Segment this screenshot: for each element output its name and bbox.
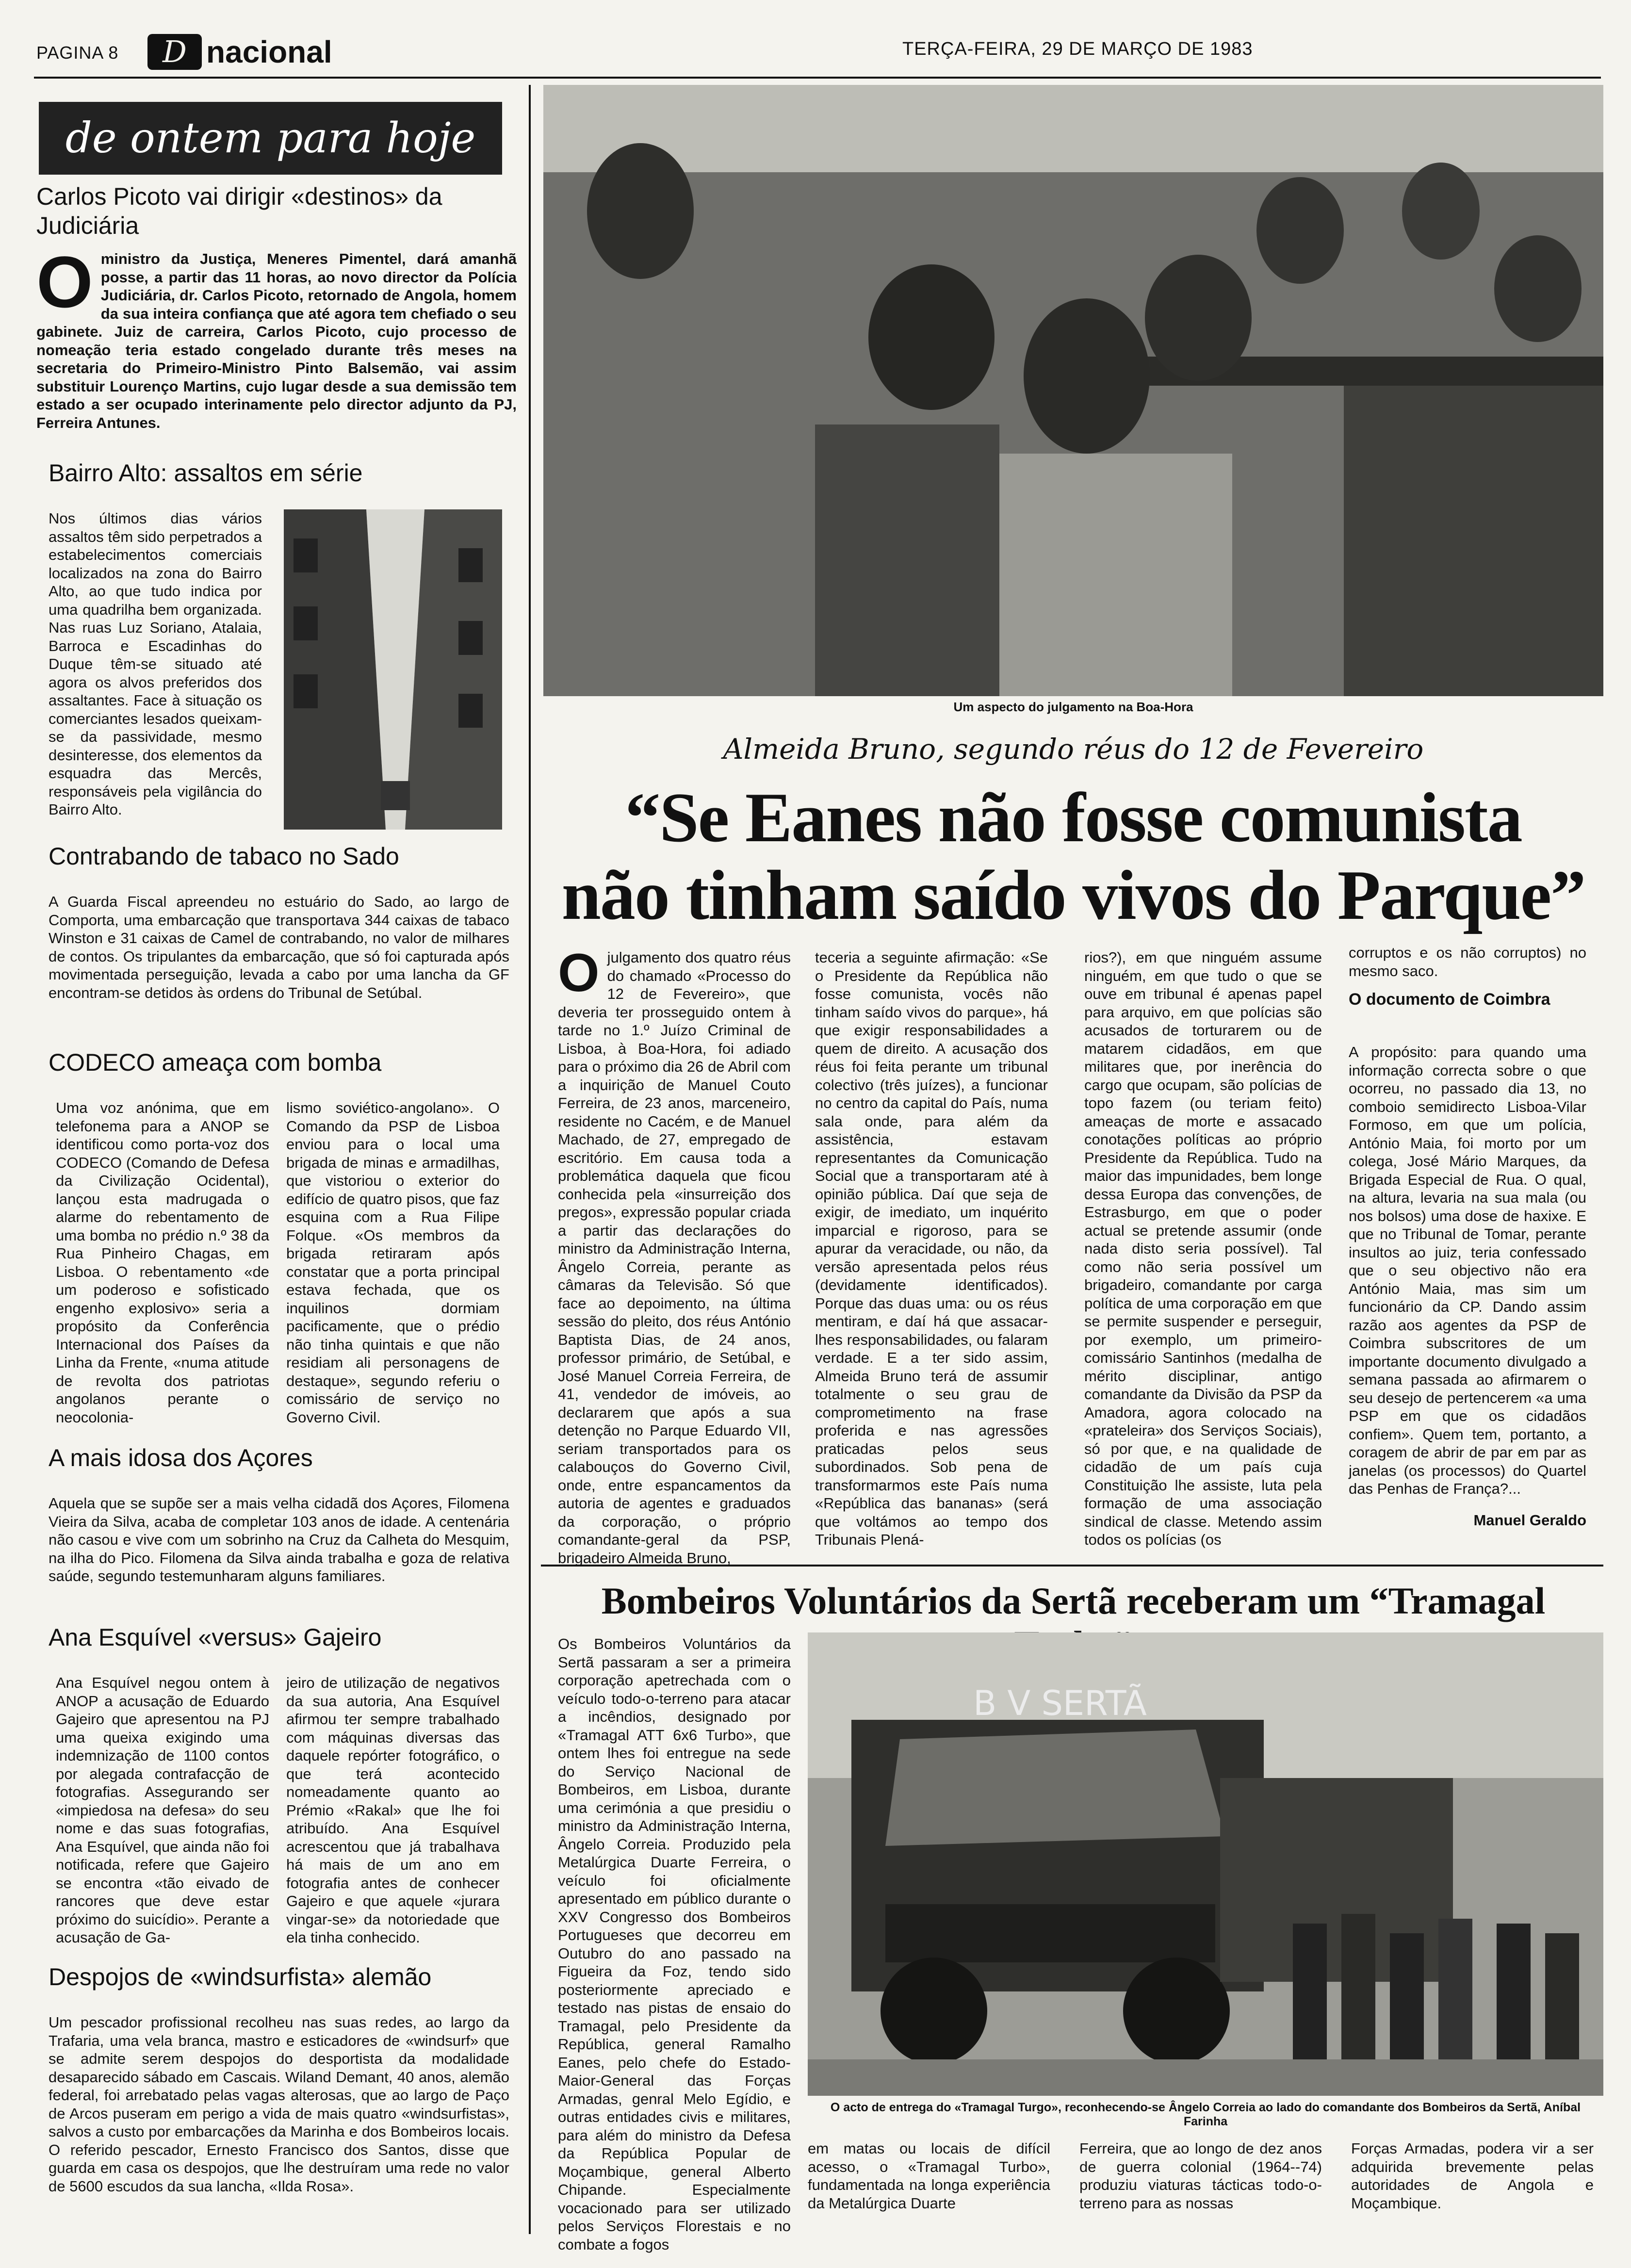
story-kicker: Almeida Bruno, segundo réus do 12 de Fevereiro xyxy=(723,733,1424,766)
item-title-picoto: Carlos Picoto vai dirigir «destinos» da Judiciária xyxy=(36,183,442,239)
main-story-col2: teceria a seguinte afirmação: «Se o Presidente da República não fosse comunista, vocês não tinham saído vivos do parque», há que exigir responsabilidades a quem de direito. A acusação dos réus foi feita perante um tribunal colectivo (três juízes), a funcionar no centro da capital do País, numa sala onde, para além da assistência, estavam representantes da Comunicação Social que a transportaram até à opinião pública. Daí que seja de exigir, de imediato, um inquérito imparcial e rigoroso, para se apurar da veracidade, ou não, da versão apresentada pelos réus (devidamente identificados). Porque das duas uma: ou os réus mentiram, e daí há que assacar-lhes responsabilidades, ou falaram verdade. E a ter sido assim, Almeida Bruno terá de assumir totalmente o seu grau de comprometimento na frase proferida e nas agressões praticadas pelos seus subordinados. Sob pena de transformarmos este País numa «República das bananas» (será que voltámos ao tempo dos Tribunais Plená- xyxy=(815,949,1048,1548)
courtroom-photo xyxy=(543,85,1603,696)
second-story-col4: Forças Armadas, podera vir a ser adquirida brevemente pelas autoridades de Angola e Moçambique. xyxy=(1351,2140,1594,2212)
item-title-codeco: CODECO ameaça com bomba xyxy=(49,1049,382,1076)
item-body-windsurf: Um pescador profissional recolheu nas suas redes, ao largo da Trafaria, uma vela branca, mastro e esticadores de «windsurf» que se admite serem despojos do desportista da modalidade desaparecido sábado em Cascais. Wiland Demant, 40 anos, alemão federal, foi arrebatado pelas vagas alterosas, que ao largo de Paço de Arcos puseram em perigo a vida de mais quatro «windsurfistas», salvos a custo por embarcações da Marinha e dos Bombeiros locais. O referido pescador, Ernesto Francisco dos Santos, disse que guarda em casa os despojos, que lhe destruíram uma rede no valor de 5600 escudos da sua lancha, «Ilda Rosa». xyxy=(49,2014,509,2195)
second-headline: Bombeiros Voluntários da Sertã receberam um “Tramagal xyxy=(601,1580,1546,1622)
page-number: PAGINA 8 xyxy=(36,43,119,63)
item-body-codeco-col1: Uma voz anónima, que em telefonema para a ANOP se identificou como porta-voz dos CODECO (Comando de Defesa da Civilização Ocidental), lançou esta madrugada o alarme do rebentamento de uma bomba no prédio n.º 38 da Rua Pinheiro Chagas, em Lisboa. O rebentamento «de um poderoso e sofisticado engenho explosivo» seria a propósito da Conferência Internacional dos Países da Linha da Frente, «numa atitude de revolta dos patriotas angolanos perante o neocolonia- xyxy=(56,1099,269,1426)
sidebar-banner: de ontem para hoje xyxy=(39,102,502,175)
main-story-col3: rios?), em que ninguém assume ninguém, em que tudo o que se ouve em tribunal é apenas papel para arquivo, em que polícias são acusados de torturarem ou de matarem cidadãos, em que militares que, por inerência do cargo que ocupam, são polícias de topo fazem (ou teriam feito) ameaças de morte e assacado conotações políticas ao próprio Presidente da República. Tudo na maior das impunidades, bem longe dessa Europa das convenções, de Estrasburgo, em que o poder actual se pretende assumir (onde nada disto seria possível). Tal como não seria possível um brigadeiro, comandante por carga política de uma corporação em que se permite suspender e perseguir, por exemplo, um primeiro-comissário Santinhos (medalha de mérito disciplinar, antigo comandante da Divisão da PSP da Amadora, agora colocado na «prateleira» dos Serviços Sociais), só por que, e na qualidade de cidadão de um país cuja Constituição lhe assiste, luta pela formação de uma associação sindical de classe. Metendo assim todos os polícias (os xyxy=(1084,949,1322,1548)
item-title-esquivel: Ana Esquível «versus» Gajeiro xyxy=(49,1624,382,1651)
item-body-contrabando: A Guarda Fiscal apreendeu no estuário do Sado, ao largo de Comporta, uma embarcação que transportava 344 caixas de tabaco Winston e 31 caixas de Camel de contrabando, no valor de milhares de contos. Os tripulantes da embarcação, que só foi capturada após movimentada perseguição, levada a cabo por uma lancha da GF encontram-se detidos às ordens do Tribunal de Setúbal. xyxy=(49,893,509,1001)
section-title: nacional xyxy=(206,34,332,69)
main-story-col4-body: A propósito: para quando uma informação correcta sobre o que ocorreu, no passado dia 13, no comboio semidirecto Lisboa-Vilar Formoso, em que um polícia, António Maia, foi morto por um colega, José Mário Marques, da Brigada Especial de Rua. O qual, na altura, levaria na sua mala (ou nos bolsos) uma dose de haxixe. E que no Tribunal de Tomar, perante insultos ao juiz, teria confessado que o seu objectivo não era António Maia, mas sim um funcionário da CP. Dando assim razão aos agentes da PSP de Coimbra subscritores de um importante documento divulgado a semana passada ao afirmarem o seu desejo de pertencerem «a uma PSP em que os cidadãos confiem». Quem tem, portanto, a coragem de abrir de par em par as janelas (os processos) do Quartel das Penhas de França?... xyxy=(1349,1044,1586,1497)
headline-line2: não tinham saído vivos do Parque” xyxy=(561,856,1585,934)
item-body-esquivel-col2: jeiro de utilização de negativos da sua autoria, Ana Esquível afirmou ter sempre trabalhado com máquinas diversas das daquele repórter fotográfico, o que terá acontecido nomeadamente quanto ao Prémio «Rakal» que lhe foi atribuído. Ana Esquível acrescentou que já trabalhava há mais de um ano em fotografia antes de conhecer Gajeiro e que aquele «jurara vingar-se» da notoriedade que ela tinha conhecido. xyxy=(286,1674,500,1946)
second-story-col1: Os Bombeiros Voluntários da Sertã passaram a ser a primeira corporação apetrechada com o veículo todo-o-terreno para atacar a incêndios, designado por «Tramagal ATT 6x6 Turbo», que ontem lhes foi entregue na sede do Serviço Nacional de Bombeiros, em Lisboa, durante uma cerimónia a que presidiu o ministro da Administração Interna, Ângelo Correia. Produzido pela Metalúrgica Duarte Ferreira, o veículo foi oficialmente apresentado em público durante o XXV Congresso dos Bombeiros Portugueses que decorreu em Outubro do ano passado na Figueira da Foz, tendo sido posteriormente apreciado e testado nas pistas de ensaio do Tramagal, pelo Presidente da República, general Ramalho Eanes, pelo chefe do Estado-Maior-General das Forças Armadas, genral Melo Egídio, e outras entidades civis e militares, para além do ministro da Defesa da República Popular de Moçambique, general Alberto Chipande. Especialmente vocacionado para ser utilizado pelos Serviços Florestais e no combate a fogos xyxy=(558,1635,791,2253)
newspaper-logo-icon xyxy=(146,32,204,72)
item-title-contrabando: Contrabando de tabaco no Sado xyxy=(49,843,399,870)
main-story-subhead: O documento de Coimbra xyxy=(1349,990,1550,1009)
item-title-acores: A mais idosa dos Açores xyxy=(49,1444,313,1471)
courtroom-photo-image xyxy=(543,85,1603,696)
truck-photo-image xyxy=(808,1632,1603,2096)
item-body-bairro-alto: Nos últimos dias vários assaltos têm sido perpetrados a estabelecimentos comerciais localizados na zona do Bairro Alto, ao que tudo indica por uma quadrilha bem organizada. Nas ruas Luz Soriano, Atalaia, Barroca e Escadinhas do Duque têm-se situado até agora os alvos preferidos dos assaltantes. Face à situação os comerciantes lesados queixam-se da passividade, mesmo desinteresse, dos elementos da esquadra das Mercês, responsáveis pela vigilância do Bairro Alto. xyxy=(49,510,262,818)
second-story-col3: Ferreira, que ao longo de dez anos de guerra colonial (1964--74) produziu viaturas tácticas todo-o-terreno para as nossas xyxy=(1079,2140,1322,2212)
svg-text:D: D xyxy=(163,34,187,69)
second-story-col2: em matas ou locais de difícil acesso, o «Tramagal Turbo», fundamentada na longa experiência da Metalúrgica Duarte xyxy=(808,2140,1050,2212)
truck-photo xyxy=(808,1632,1603,2096)
truck-lettering: B V SERTÃ xyxy=(973,1683,1147,1723)
item-body-acores: Aquela que se supõe ser a mais velha cidadã dos Açores, Filomena Vieira da Silva, acaba de completar 103 anos de idade. A centenária não casou e vive com um sobrinho na Cruz da Calheta do Mesquim, na ilha do Pico. Filomena da Silva ainda trabalha e goza de relativa saúde, segundo testemunharam alguns familiares. xyxy=(49,1495,509,1584)
sidebar-divider xyxy=(529,85,531,2234)
truck-photo-caption: O acto de entrega do «Tramagal Turgo», reconhecendo-se Ângelo Correia ao lado do comandante dos Bombeiros da Sertã, Aníbal Farinha xyxy=(830,2101,1581,2128)
main-story-col1: O julgamento dos quatro réus do chamado «Processo do 12 de Fevereiro», que deveria ter prosseguido ontem à tarde no 1.º Juízo Criminal de Lisboa, à Boa-Hora, foi adiado para o próximo dia 26 de Abril com a inquirição de Manuel Couto Ferreira, de 23 anos, marceneiro, residente no Cacém, e de Manuel Machado, de 27, empregado de escritório. Em causa toda a problemática daquela que ficou conhecida pela «insurreição dos pregos», expressão popular criada a partir das declarações do ministro da Administração Interna, Ângelo Correia, perante as câmaras da Televisão. Só que face ao depoimento, na última sessão do pleito, dos réus António Baptista Dias, de 24 anos, professor primário, de Setúbal, e José Manuel Correia Ferreira, de 41, vendedor de imóveis, ao declararem que após a sua detenção no Parque Eduardo VII, seriam transportados para os calabouços do Governo Civil, onde, entre espancamentos da autoria de agentes e graduados da corporação, o próprio comandante-geral da PSP, brigadeiro Almeida Bruno, xyxy=(558,943,791,1566)
headline-line1: “Se Eanes não fosse comunista xyxy=(625,778,1522,857)
courtroom-photo-caption: Um aspecto do julgamento na Boa-Hora xyxy=(953,700,1193,714)
street-photo xyxy=(284,509,502,830)
item-body-esquivel-col1: Ana Esquível negou ontem à ANOP a acusação de Eduardo Gajeiro que apresentou na PJ uma queixa exigindo uma indemnização de 1100 contos por alegada contrafacção de fotografias. Assegurando ser «impiedosa na defesa» do seu nome e das suas fotografias, Ana Esquível, que ainda não foi notificada, refere que Gajeiro se encontra «tão eivado de rancores que deve estar próximo do suicídio». Perante a acusação de Ga- xyxy=(56,1674,269,1946)
main-story-col4-top: corruptos e os não corruptos) no mesmo saco. xyxy=(1349,944,1586,979)
main-dropcap: O xyxy=(558,943,600,1003)
header-rule xyxy=(34,77,1601,79)
byline: Manuel Geraldo xyxy=(1473,1512,1586,1529)
dropcap: O xyxy=(36,241,93,323)
item-title-windsurf: Despojos de «windsurfista» alemão xyxy=(49,1963,432,1991)
issue-date: TERÇA-FEIRA, 29 DE MARÇO DE 1983 xyxy=(902,39,1253,59)
item-body-picoto: O ministro da Justiça, Meneres Pimentel, dará amanhã posse, a partir das 11 horas, ao novo director da Polícia Judiciária, dr. Carlos Picoto, retornado de Angola, homem da sua inteira confiança que até agora tem chefiado o seu gabinete. Juiz de carreira, Carlos Picoto, cujo processo de nomeação teria estado congelado durante três meses na secretaria do Primeiro-Ministro Pinto Balsemão, vai assim substituir Lourenço Martins, cujo lugar desde a sua demissão tem estado a ser ocupado interinamente pelo director adjunto da PJ, Ferreira Antunes. xyxy=(36,241,517,431)
item-body-codeco-col2: lismo soviético-angolano». O Comando da PSP de Lisboa enviou para o local uma brigada de minas e armadilhas, que vistoriou o exterior do edifício de quatro pisos, que faz esquina com a Rua Filipe Folque. «Os membros da brigada retiraram após constatar que a porta principal estava fechada, que os inquilinos dormiam pacificamente, que o prédio não tinha quintais e que não residiam ali personagens de destaque», segundo referiu o comissário de serviço no Governo Civil. xyxy=(286,1099,500,1426)
street-photo-image xyxy=(284,509,502,830)
item-title-bairro-alto: Bairro Alto: assaltos em série xyxy=(49,459,363,487)
